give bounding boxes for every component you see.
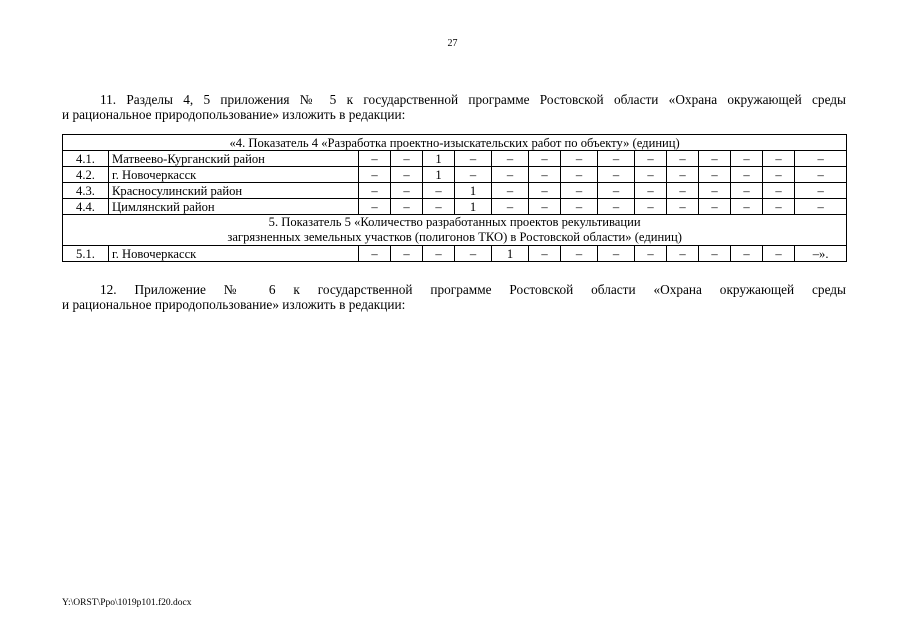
paragraph-12-line1: 12. Приложение № 6 к государственной программе Ростовской области «Охрана окружающей среды: [100, 282, 846, 297]
page-number: 27: [447, 38, 458, 49]
row-value-cell: –: [598, 167, 635, 183]
row-value-cell: –: [359, 167, 391, 183]
row-value-cell: –: [635, 183, 667, 199]
row-value-cell: –: [598, 183, 635, 199]
row-value-cell: –: [795, 199, 847, 215]
row-value-cell: –: [667, 199, 699, 215]
row-value-cell: –: [492, 151, 529, 167]
row-territory-name: Цимлянский район: [109, 199, 359, 215]
paragraph-11-line1: 11. Разделы 4, 5 приложения № 5 к государственной программе Ростовской области «Охрана окружающей среды: [100, 92, 846, 107]
row-value-cell: 1: [423, 151, 455, 167]
row-value-cell: –: [561, 183, 598, 199]
footer-file-path: Y:\ORST\Ppo\1019p101.f20.docx: [62, 598, 192, 608]
row-value-cell: –: [795, 151, 847, 167]
row-value-cell: –: [731, 151, 763, 167]
row-value-cell: –: [598, 151, 635, 167]
row-value-cell: –: [391, 151, 423, 167]
row-number: 4.4.: [63, 199, 109, 215]
row-value-cell: –: [561, 199, 598, 215]
row-value-cell: –: [699, 199, 731, 215]
section5-title-line1: 5. Показатель 5 «Количество разработанных проектов рекультивации: [268, 215, 641, 229]
row-value-cell: –: [635, 246, 667, 262]
row-value-cell: –: [635, 151, 667, 167]
row-value-cell: –: [699, 167, 731, 183]
table-row: [63, 246, 847, 262]
table-row: [63, 183, 847, 199]
row-value-cell: –: [598, 246, 635, 262]
row-value-cell: –: [763, 151, 795, 167]
row-value-cell: –: [795, 183, 847, 199]
row-value-cell: –: [359, 151, 391, 167]
row-value-cell: –: [423, 183, 455, 199]
row-value-cell: –: [529, 183, 561, 199]
section4-title: «4. Показатель 4 «Разработка проектно-изыскательских работ по объекту» (единиц): [63, 135, 847, 151]
section4-header-row: [63, 135, 847, 151]
row-value-cell: –: [731, 199, 763, 215]
paragraph-12: [62, 282, 846, 312]
row-value-cell: –: [795, 167, 847, 183]
row-value-cell: –: [455, 167, 492, 183]
row-value-cell: 1: [455, 199, 492, 215]
row-value-cell: –: [455, 246, 492, 262]
section5-title: [63, 215, 847, 246]
row-value-cell: –: [731, 183, 763, 199]
row-value-cell: –: [359, 183, 391, 199]
row-value-cell: 1: [455, 183, 492, 199]
paragraph-12-line2: и рациональное природопользование» изложить в редакции:: [62, 297, 406, 312]
row-value-cell: –: [391, 246, 423, 262]
row-number: 4.3.: [63, 183, 109, 199]
row-value-cell: –: [529, 167, 561, 183]
row-value-cell: –: [492, 167, 529, 183]
row-value-cell: –: [359, 199, 391, 215]
row-value-cell: 1: [492, 246, 529, 262]
row-territory-name: Матвеево-Курганский район: [109, 151, 359, 167]
row-value-cell: –: [391, 167, 423, 183]
row-value-cell: –: [391, 199, 423, 215]
row-value-cell: –: [561, 151, 598, 167]
row-value-cell: –: [667, 183, 699, 199]
row-territory-name: Красносулинский район: [109, 183, 359, 199]
row-value-cell: –: [561, 167, 598, 183]
row-value-cell: –: [391, 183, 423, 199]
row-value-cell: –: [731, 246, 763, 262]
row-value-cell: –: [529, 151, 561, 167]
row-value-cell: –: [635, 167, 667, 183]
row-value-cell: 1: [423, 167, 455, 183]
row-value-cell: –: [529, 246, 561, 262]
row-value-cell: –: [598, 199, 635, 215]
row-value-cell: –: [699, 183, 731, 199]
row-value-cell: –: [492, 183, 529, 199]
row-value-cell: –: [763, 199, 795, 215]
row-number: 4.2.: [63, 167, 109, 183]
paragraph-11-line2: и рациональное природопользование» изложить в редакции:: [62, 107, 406, 122]
row-value-cell: –: [699, 246, 731, 262]
row-value-cell: –: [763, 167, 795, 183]
table-row: [63, 199, 847, 215]
row-territory-name: г. Новочеркасск: [109, 246, 359, 262]
section5-title-line2: загрязненных земельных участков (полигонов ТКО) в Ростовской области» (единиц): [227, 230, 682, 244]
row-territory-name: г. Новочеркасск: [109, 167, 359, 183]
row-value-cell: –: [492, 199, 529, 215]
row-value-cell: –: [667, 151, 699, 167]
row-value-cell: –: [763, 246, 795, 262]
paragraph-11: [62, 92, 846, 122]
row-value-cell: –: [561, 246, 598, 262]
row-value-cell: –: [635, 199, 667, 215]
table-row: [63, 151, 847, 167]
row-value-cell: –: [423, 199, 455, 215]
row-value-cell: –: [763, 183, 795, 199]
row-value-cell: –: [731, 167, 763, 183]
row-value-cell: –: [667, 246, 699, 262]
row-value-cell: –: [455, 151, 492, 167]
indicator-table: [62, 134, 847, 262]
row-value-cell: –: [359, 246, 391, 262]
row-value-cell: –: [667, 167, 699, 183]
table-row: [63, 167, 847, 183]
row-number: 5.1.: [63, 246, 109, 262]
row-value-cell: –: [423, 246, 455, 262]
section5-header-row: [63, 215, 847, 246]
row-value-cell: –».: [795, 246, 847, 262]
row-number: 4.1.: [63, 151, 109, 167]
row-value-cell: –: [529, 199, 561, 215]
row-value-cell: –: [699, 151, 731, 167]
